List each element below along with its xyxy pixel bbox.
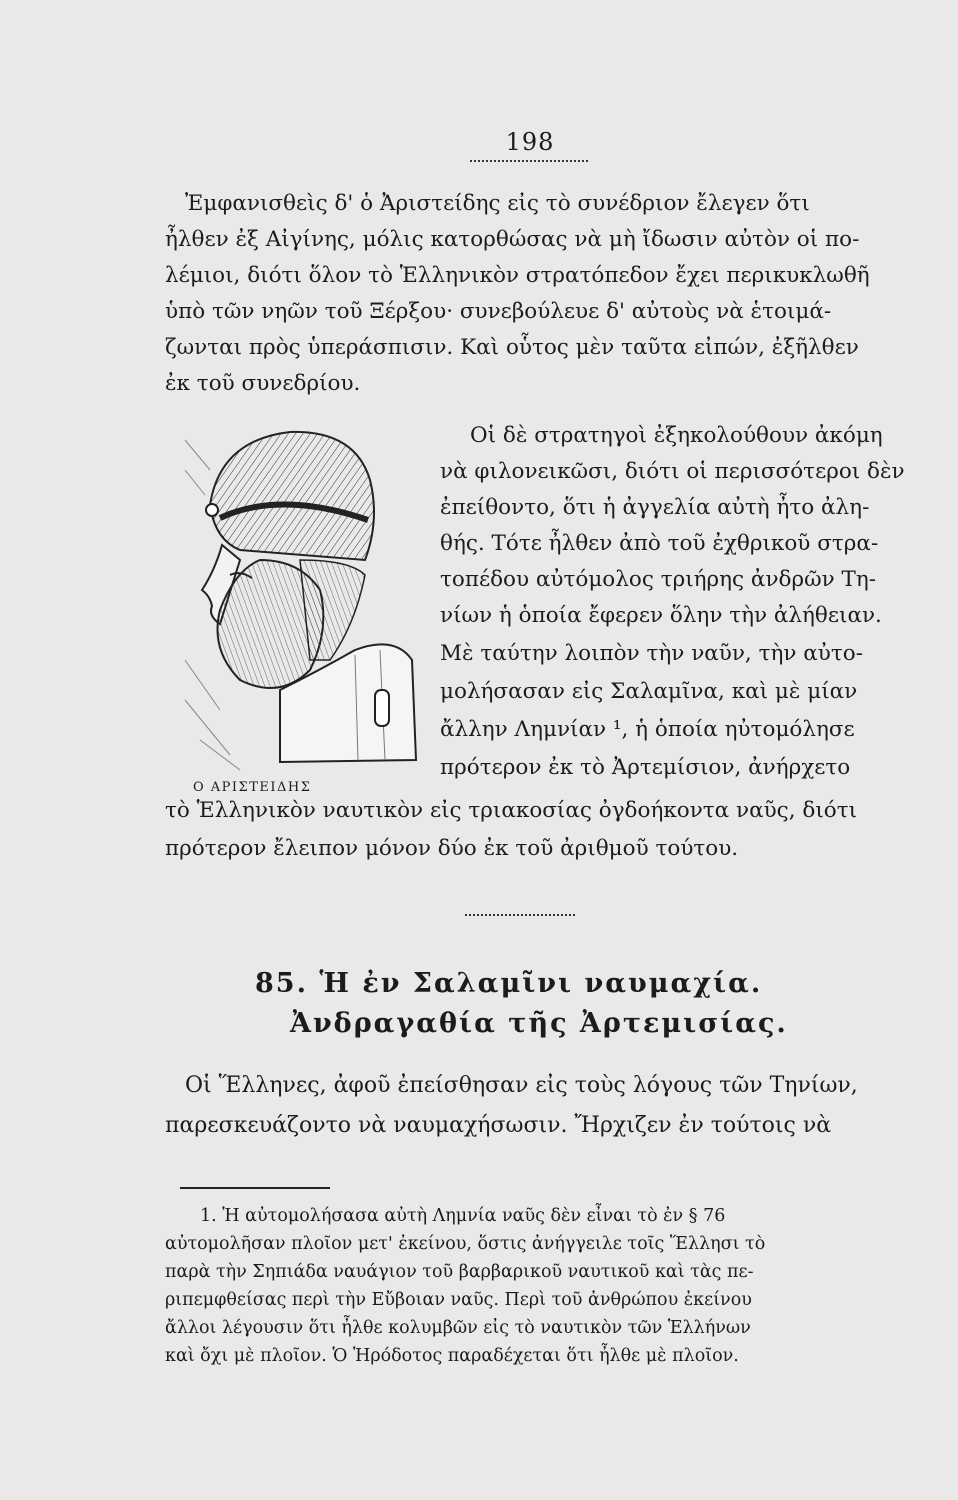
- aristides-portrait-engraving: [180, 410, 420, 780]
- para2-line-3: ἐπείθοντο, ὅτι ἡ ἀγγελία αὐτὴ ἦτο ἀλη-: [440, 495, 870, 520]
- para2-line-5: τοπέδου αὐτόμολος τριήρης ἀνδρῶν Τη-: [440, 567, 877, 592]
- para1-line-4: ὑπὸ τῶν νηῶν τοῦ Ξέρξου· συνεβούλευε δ' αὐτοὺς νὰ ἑτοιμά-: [165, 299, 832, 324]
- para2-line-7: Μὲ ταύτην λοιπὸν τὴν ναῦν, τὴν αὐτο-: [440, 641, 863, 666]
- para2-line-6: νίων ἡ ὁποία ἔφερεν ὅλην τὴν ἀλήθειαν.: [440, 603, 882, 628]
- section-heading-title: 85. Ἡ ἐν Σαλαμῖνι ναυμαχία.: [255, 968, 763, 999]
- footnote-line-1: 1. Ἡ αὐτομολήσασα αὐτὴ Λημνία ναῦς δὲν εἶναι τὸ ἐν § 76: [200, 1206, 726, 1226]
- para2-line-4: θής. Τότε ἦλθεν ἀπὸ τοῦ ἐχθρικοῦ στρα-: [440, 531, 879, 556]
- footnote-line-5: ἄλλοι λέγουσιν ὅτι ἦλθε κολυμβῶν εἰς τὸ ναυτικὸν τῶν Ἑλλήνων: [165, 1318, 751, 1338]
- para2-line-10: πρότερον ἐκ τὸ Ἀρτεμίσιον, ἀνήρχετο: [440, 755, 851, 780]
- footnote-line-3: παρὰ τὴν Σηπιάδα ναυάγιον τοῦ βαρβαρικοῦ ναυτικοῦ καὶ τὰς πε-: [165, 1262, 754, 1282]
- para2-line-8: μολήσασαν εἰς Σαλαμῖνα, καὶ μὲ μίαν: [440, 679, 858, 704]
- para2-line-9: ἄλλην Λημνίαν ¹, ἡ ὁποία ηὐτομόλησε: [440, 717, 855, 742]
- para1-line-2: ἦλθεν ἐξ Αἰγίνης, μόλις κατορθώσας νὰ μὴ ἴδωσιν αὐτὸν οἱ πο-: [165, 227, 860, 252]
- para2-line-12: πρότερον ἔλειπον μόνον δύο ἐκ τοῦ ἀριθμοῦ τούτου.: [165, 836, 739, 861]
- para3-line-2: παρεσκευάζοντο νὰ ναυμαχήσωσιν. Ἤρχιζεν ἐν τούτοις νὰ: [165, 1113, 832, 1138]
- section-heading-subtitle: Ἀνδραγαθία τῆς Ἀρτεμισίας.: [290, 1008, 788, 1039]
- footnote-line-6: καὶ ὄχι μὲ πλοῖον. Ὁ Ἡρόδοτος παραδέχεται ὅτι ἦλθε μὲ πλοῖον.: [165, 1346, 739, 1366]
- para2-line-1: Οἱ δὲ στρατηγοὶ ἐξηκολούθουν ἀκόμη: [470, 423, 883, 448]
- footnote-line-4: ριπεμφθείσας περὶ τὴν Εὔβοιαν ναῦς. Περὶ τοῦ ἀνθρώπου ἐκείνου: [165, 1290, 752, 1310]
- para1-line-3: λέμιοι, διότι ὅλον τὸ Ἑλληνικὸν στρατόπεδον ἔχει περικυκλωθῆ: [165, 263, 870, 288]
- para2-line-2: νὰ φιλονεικῶσι, διότι οἱ περισσότεροι δὲν: [440, 459, 905, 484]
- footnote-line-2: αὐτομολῆσαν πλοῖον μετ' ἐκείνου, ὅστις ἀνήγγειλε τοῖς Ἕλλησι τὸ: [165, 1234, 766, 1254]
- para1-line-5: ζωνται πρὸς ὑπεράσπισιν. Καὶ οὗτος μὲν ταῦτα εἰπών, ἐξῆλθεν: [165, 335, 859, 360]
- para1-line-1: Ἐμφανισθεὶς δ' ὁ Ἀριστείδης εἰς τὸ συνέδριον ἔλεγεν ὅτι: [185, 191, 810, 216]
- para2-line-11: τὸ Ἑλληνικὸν ναυτικὸν εἰς τριακοσίας ὀγδοήκοντα ναῦς, διότι: [165, 798, 858, 823]
- page-number: 198: [505, 128, 555, 156]
- footnote-rule: [180, 1187, 330, 1189]
- para1-line-6: ἐκ τοῦ συνεδρίου.: [165, 371, 361, 396]
- section-separator: [465, 914, 575, 916]
- page-number-rule: [470, 160, 588, 162]
- para3-line-1: Οἱ Ἕλληνες, ἀφοῦ ἐπείσθησαν εἰς τοὺς λόγους τῶν Τηνίων,: [185, 1073, 858, 1098]
- portrait-caption: Ο ΑΡΙΣΤΕΙΔΗΣ: [193, 780, 312, 795]
